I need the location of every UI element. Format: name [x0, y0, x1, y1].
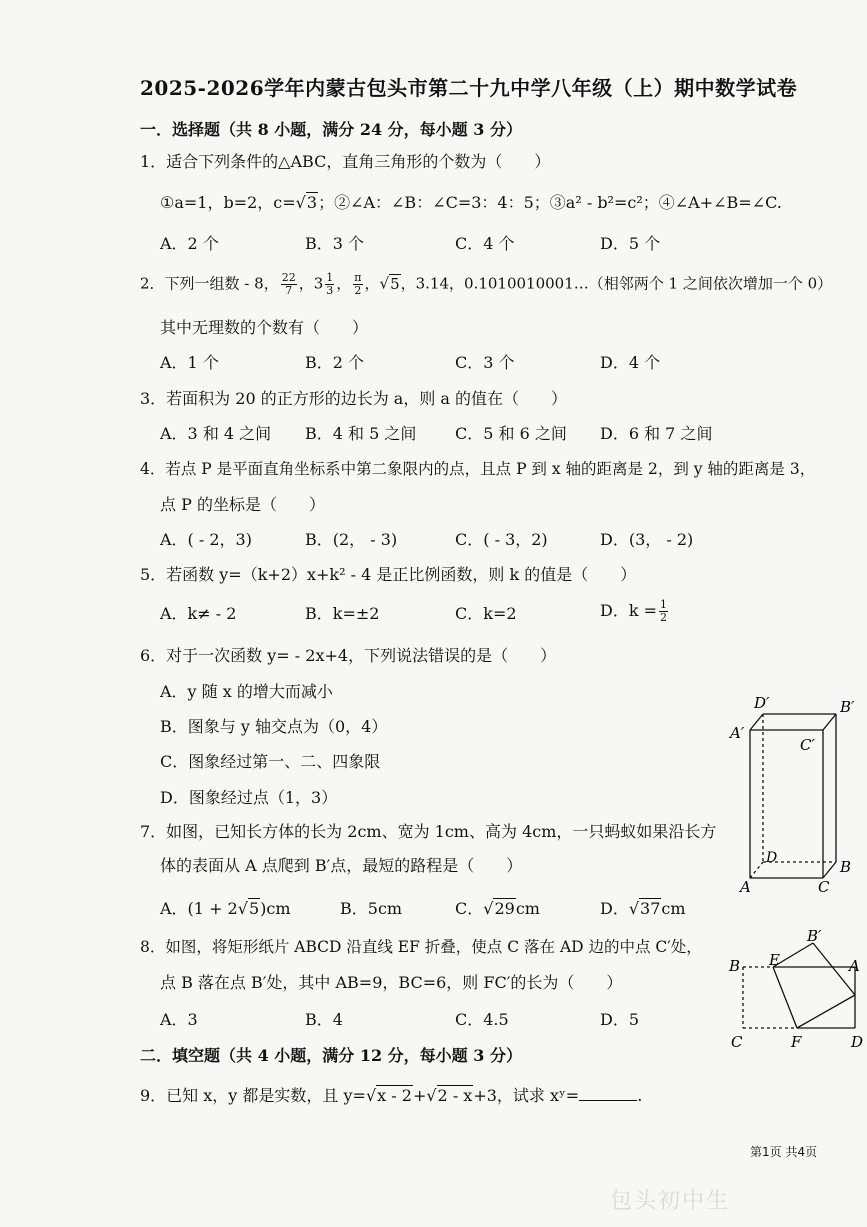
label-f: F	[791, 1033, 802, 1051]
q2-stem-2: 其中无理数的个数有（ ）	[160, 318, 369, 337]
q9-stem: 9．已知 x，y 都是实数，且 y=√x - 2+√2 - x+3，试求 xʸ= .	[140, 1086, 643, 1105]
page-footer: 第1页 共4页	[750, 1145, 818, 1159]
q1-option-c: C．4 个	[455, 234, 515, 253]
q8-stem: 8．如图，将矩形纸片 ABCD 沿直线 EF 折叠，使点 C 落在 AD 边的中点 C′处，	[140, 938, 702, 956]
exam-title: 2025-2026学年内蒙古包头市第二十九中学八年级（上）期中数学试卷	[140, 76, 798, 100]
q3-option-a: A．3 和 4 之间	[160, 424, 272, 443]
q4-stem-2: 点 P 的坐标是（ ）	[160, 495, 325, 514]
label-c-prime: C′	[800, 736, 815, 754]
q1-conditions: ①a=1，b=2，c=√3；②∠A：∠B：∠C=3：4：5；③a² - b²=c²；④∠A+∠B=∠C.	[160, 193, 782, 212]
label-b: B	[729, 957, 741, 975]
label-c: C	[818, 878, 830, 896]
label-d: D	[766, 850, 778, 866]
q5-option-a: A．k≠ - 2	[160, 604, 237, 623]
q2-option-b: B．2 个	[305, 353, 365, 372]
q8-option-d: D．5	[600, 1010, 640, 1029]
q3-option-d: D．6 和 7 之间	[600, 424, 713, 443]
q5-option-c: C．k=2	[455, 604, 517, 623]
label-a-prime: A′	[730, 724, 745, 742]
q4-option-b: B．(2， - 3)	[305, 530, 398, 549]
q5-option-b: B．k=±2	[305, 604, 380, 623]
q6-option-d: D．图象经过点（1，3）	[160, 788, 338, 807]
label-b-prime: B′	[840, 698, 855, 716]
label-b: B	[840, 858, 852, 876]
q8-stem-2: 点 B 落在点 B′处，其中 AB=9，BC=6，则 FC′的长为（ ）	[160, 973, 623, 992]
q6-option-a: A．y 随 x 的增大而减小	[160, 682, 333, 701]
label-b-prime: B′	[807, 927, 822, 945]
q7-option-b: B．5cm	[340, 899, 403, 918]
q2-option-a: A．1 个	[160, 353, 219, 372]
q4-stem: 4．若点 P 是平面直角坐标系中第二象限内的点，且点 P 到 x 轴的距离是 2，到 y 轴的距离是 3，	[140, 460, 816, 478]
q4-option-d: D．(3， - 2)	[600, 530, 694, 549]
label-c: C	[731, 1033, 743, 1051]
label-d-prime: D′	[754, 694, 770, 712]
q7-option-d: D．√37cm	[600, 899, 686, 918]
section-fill-heading: 二．填空题（共 4 小题，满分 12 分，每小题 3 分）	[140, 1046, 522, 1065]
q6-option-c: C．图象经过第一、二、四象限	[160, 752, 381, 771]
q3-option-c: C．5 和 6 之间	[455, 424, 567, 443]
q3-option-b: B．4 和 5 之间	[305, 424, 417, 443]
q8-option-b: B．4	[305, 1010, 343, 1029]
q6-stem: 6．对于一次函数 y= - 2x+4，下列说法错误的是（ ）	[140, 646, 557, 665]
q1-stem: 1．适合下列条件的△ABC，直角三角形的个数为（ ）	[140, 152, 551, 171]
section-choice-heading: 一．选择题（共 8 小题，满分 24 分，每小题 3 分）	[140, 120, 522, 139]
label-a: A	[849, 957, 860, 975]
folded-rectangle-figure	[725, 925, 865, 1055]
label-e: E	[769, 951, 780, 969]
q7-option-a: A．(1 + 2√5)cm	[160, 899, 291, 918]
label-a: A	[740, 878, 751, 896]
q4-option-a: A．( - 2，3)	[160, 530, 252, 549]
cuboid-figure	[728, 692, 863, 902]
q2-option-c: C．3 个	[455, 353, 515, 372]
q3-stem: 3．若面积为 20 的正方形的边长为 a，则 a 的值在（ ）	[140, 389, 568, 408]
q1-option-d: D．5 个	[600, 234, 661, 253]
q6-option-b: B．图象与 y 轴交点为（0，4）	[160, 717, 388, 736]
label-d: D	[851, 1033, 864, 1051]
q2-stem: 2．下列一组数 - 8， $\frac{22}{7}$ ，3 $\frac{1}{3}$ ， $\frac{\pi}{2}$ ，√5，3.14，0.1010010001…（相邻两个 1 之间依次增加一个 0）	[140, 271, 833, 297]
q5-stem: 5．若函数 y=（k+2）x+k² - 4 是正比例函数，则 k 的值是（ ）	[140, 565, 637, 584]
q8-option-a: A．3	[160, 1010, 198, 1029]
q1-option-a: A．2 个	[160, 234, 219, 253]
q1-option-b: B．3 个	[305, 234, 365, 253]
q7-stem-2: 体的表面从 A 点爬到 B′点，最短的路程是（ ）	[160, 856, 523, 875]
q5-option-d: D．k = $\frac{1}{2}$	[600, 598, 668, 624]
q7-stem: 7．如图，已知长方体的长为 2cm、宽为 1cm、高为 4cm，一只蚂蚁如果沿长方	[140, 822, 717, 841]
q4-option-c: C．( - 3，2)	[455, 530, 548, 549]
q8-option-c: C．4.5	[455, 1010, 509, 1029]
q9-answer-blank	[579, 1100, 637, 1101]
watermark: 包头初中生	[610, 1189, 731, 1214]
q2-option-d: D．4 个	[600, 353, 661, 372]
q7-option-c: C．√29cm	[455, 899, 540, 918]
